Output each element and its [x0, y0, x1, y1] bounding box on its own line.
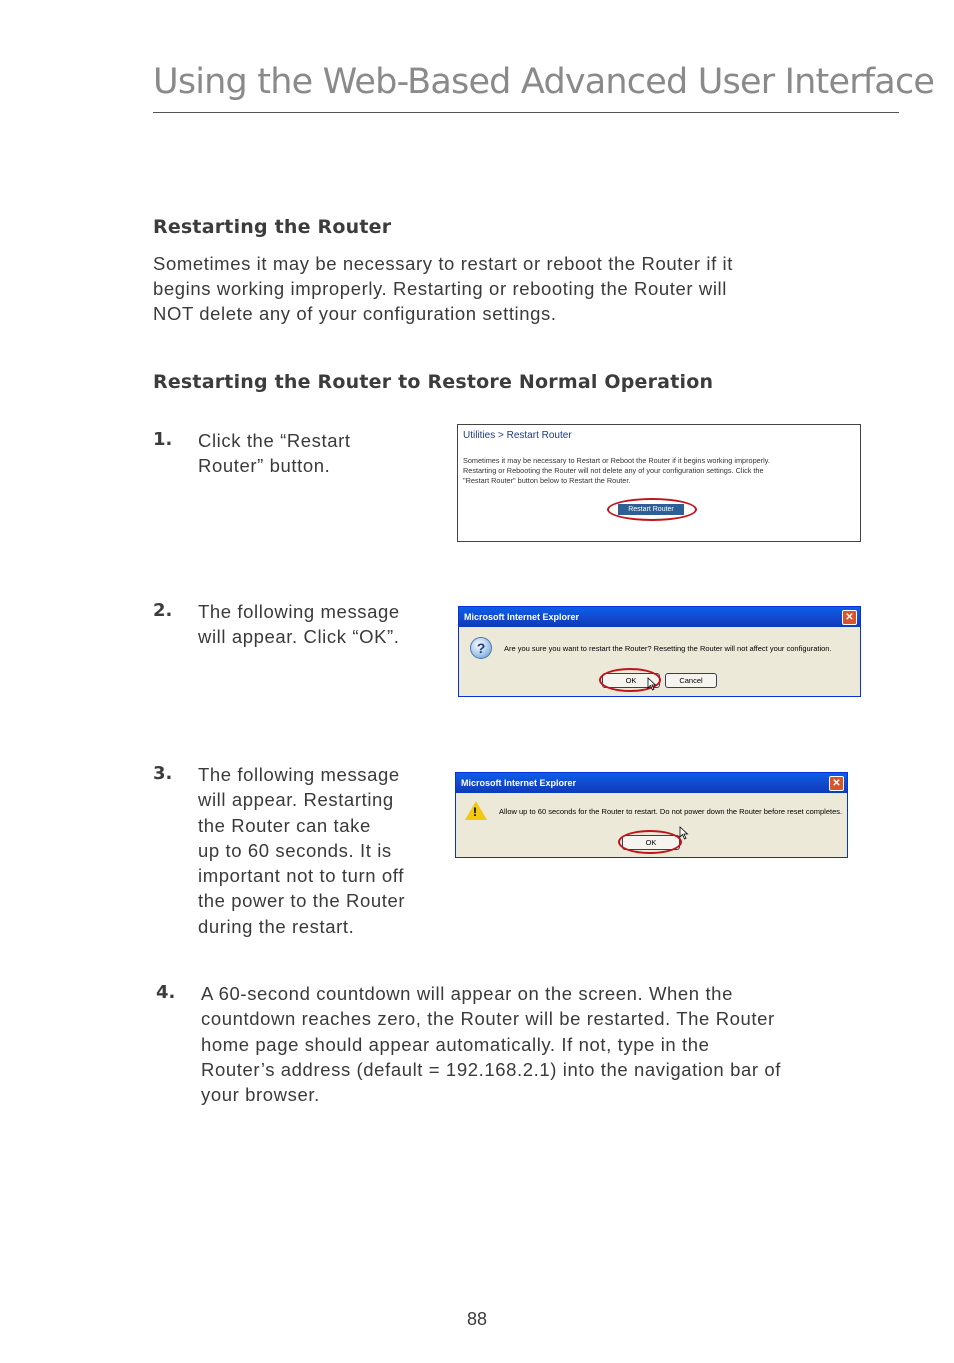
- section-body-line: NOT delete any of your configuration settings.: [153, 303, 557, 324]
- step-text: [198, 428, 351, 479]
- dialog-message: Are you sure you want to restart the Router? Resetting the Router will not affect your configuration.: [504, 644, 832, 653]
- highlight-circle: [618, 830, 682, 854]
- warning-icon: !: [465, 801, 487, 820]
- screenshot-description-line: Restarting or Rebooting the Router will not delete any of your configuration settings. Click the: [463, 466, 764, 475]
- step-text-line: A 60-second countdown will appear on the screen. When the: [201, 983, 733, 1004]
- step-text-line: during the restart.: [198, 915, 355, 937]
- step-text: [198, 762, 405, 939]
- confirm-restart-dialog: [458, 606, 861, 697]
- dialog-title: Microsoft Internet Explorer: [459, 607, 860, 627]
- step-text-line: The following message: [198, 764, 400, 785]
- step-text-line: home page should appear automatically. If not, type in the: [201, 1033, 710, 1055]
- screenshot-description-line: "Restart Router" button below to Restart the Router.: [463, 476, 631, 485]
- step-number: 3.: [153, 763, 173, 784]
- mouse-cursor-icon: [647, 677, 657, 691]
- step-text-line: countdown reaches zero, the Router will be restarted. The Router: [201, 1008, 775, 1030]
- step-text-line: Click the “Restart: [198, 430, 351, 451]
- step-text-line: will appear. Restarting: [198, 789, 394, 811]
- cancel-button[interactable]: Cancel: [665, 673, 717, 688]
- dialog-message: Allow up to 60 seconds for the Router to restart. Do not power down the Router before reset completes.: [499, 807, 843, 816]
- step-number: 4.: [156, 982, 176, 1003]
- step-text-line: your browser.: [201, 1084, 320, 1106]
- subsection-title: Restarting the Router to Restore Normal Operation: [153, 371, 714, 393]
- restart-router-button[interactable]: Restart Router: [618, 504, 684, 515]
- dialog-title: Microsoft Internet Explorer: [456, 773, 847, 793]
- page-header-title: Using the Web-Based Advanced User Interface: [153, 62, 935, 102]
- step-number: 2.: [153, 600, 173, 621]
- section-body-line: Sometimes it may be necessary to restart or reboot the Router if it: [153, 253, 734, 274]
- step-text-line: important not to turn off: [198, 865, 404, 887]
- highlight-circle: [607, 498, 697, 521]
- section-body-line: begins working improperly. Restarting or rebooting the Router will: [153, 278, 727, 299]
- step-text-line: up to 60 seconds. It is: [198, 839, 392, 861]
- section-body: [153, 251, 733, 326]
- step-number: 1.: [153, 429, 173, 450]
- step-text-line: the Router can take: [198, 814, 371, 836]
- step-text-line: Router’s address (default = 192.168.2.1) into the navigation bar of: [201, 1058, 781, 1080]
- step-text-line: will appear. Click “OK”.: [198, 626, 400, 648]
- ok-button[interactable]: OK: [622, 835, 680, 850]
- close-icon[interactable]: ✕: [842, 610, 857, 625]
- close-icon[interactable]: ✕: [829, 776, 844, 791]
- screenshot-description: [463, 456, 843, 486]
- screenshot-breadcrumb: Utilities > Restart Router: [463, 430, 572, 441]
- mouse-cursor-icon: [679, 826, 689, 840]
- screenshot-description-line: Sometimes it may be necessary to Restart or Reboot the Router if it begins working improperly.: [463, 456, 770, 465]
- step-text: [201, 981, 781, 1107]
- step-text-line: the power to the Router: [198, 890, 406, 912]
- step-text: [198, 599, 400, 650]
- section-title: Restarting the Router: [153, 216, 392, 238]
- step-text-line: The following message: [198, 601, 400, 622]
- question-icon: ?: [470, 637, 492, 659]
- restart-router-screenshot: [457, 424, 861, 542]
- page-number: 88: [466, 1309, 488, 1329]
- restart-wait-dialog: [455, 772, 848, 858]
- header-divider: [153, 112, 899, 113]
- step-text-line: Router” button.: [198, 455, 331, 477]
- ok-button[interactable]: OK: [602, 673, 660, 688]
